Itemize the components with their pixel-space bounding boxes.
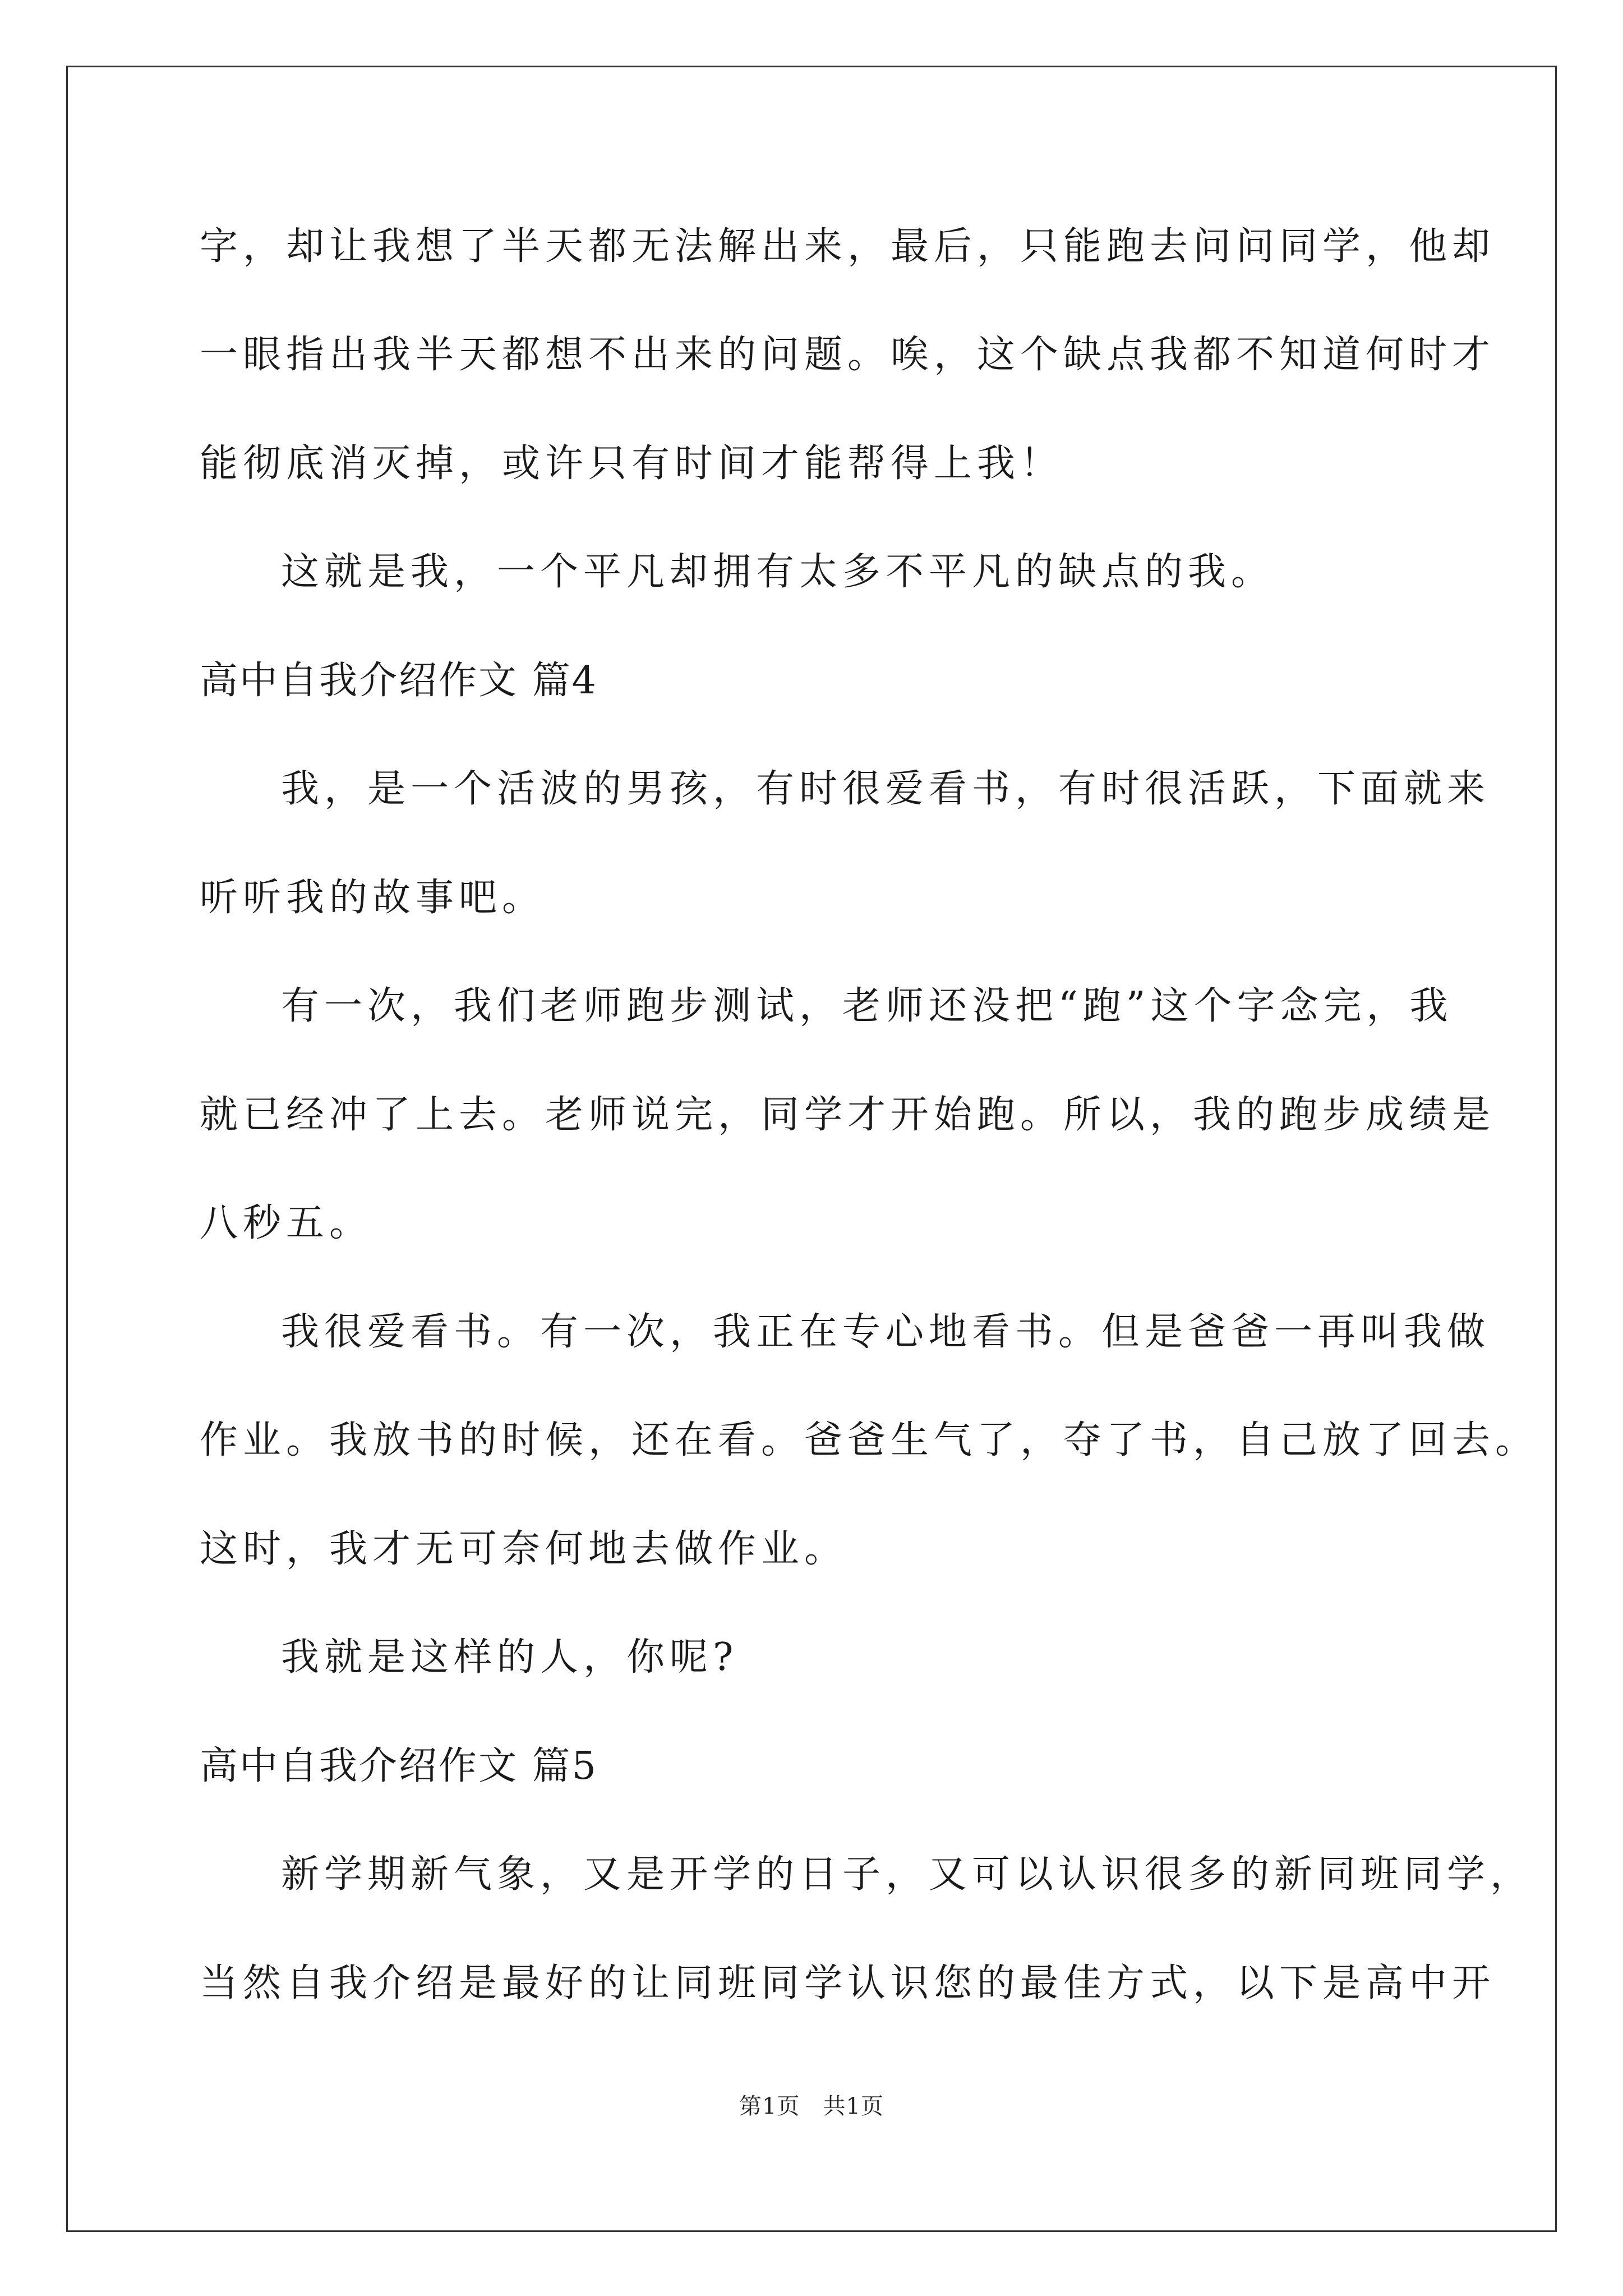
body-text-line: 能彻底消灭掉，或许只有时间才能帮得上我！ (200, 441, 1064, 486)
body-text-line: 作业。我放书的时候，还在看。爸爸生气了，夺了书，自己放了回去。 (200, 1418, 1539, 1462)
section-heading: 高中自我介绍作文 篇4 (200, 659, 598, 703)
body-text-line: 八秒五。 (200, 1201, 373, 1245)
body-text-line: 字，却让我想了半天都无法解出来，最后，只能跑去问问同学，他却 (200, 224, 1496, 269)
section-heading: 高中自我介绍作文 篇5 (200, 1744, 598, 1788)
body-text-line: 一眼指出我半天都想不出来的问题。唉，这个缺点我都不知道何时才 (200, 333, 1496, 377)
body-text-line: 就已经冲了上去。老师说完，同学才开始跑。所以，我的跑步成绩是 (200, 1093, 1496, 1137)
page-border (66, 66, 1557, 2232)
paragraph-line: 我就是这样的人，你呢? (281, 1635, 739, 1680)
paragraph-line: 这就是我，一个平凡却拥有太多不平凡的缺点的我。 (281, 550, 1275, 594)
page-footer: 第1页 共1页 (739, 2093, 884, 2119)
body-text-line: 听听我的故事吧。 (200, 876, 546, 920)
body-text-line: 当然自我介绍是最好的让同班同学认识您的最佳方式，以下是高中开 (200, 1961, 1496, 2005)
paragraph-line: 新学期新气象，又是开学的日子，又可以认识很多的新同班同学， (281, 1852, 1534, 1897)
paragraph-line: 我，是一个活波的男孩，有时很爱看书，有时很活跃，下面就来 (281, 767, 1491, 811)
body-text-line: 这时，我才无可奈何地去做作业。 (200, 1527, 848, 1571)
paragraph-line: 我很爱看书。有一次，我正在专心地看书。但是爸爸一再叫我做 (281, 1310, 1491, 1354)
paragraph-line: 有一次，我们老师跑步测试，老师还没把“跑”这个字念完，我 (281, 984, 1453, 1028)
